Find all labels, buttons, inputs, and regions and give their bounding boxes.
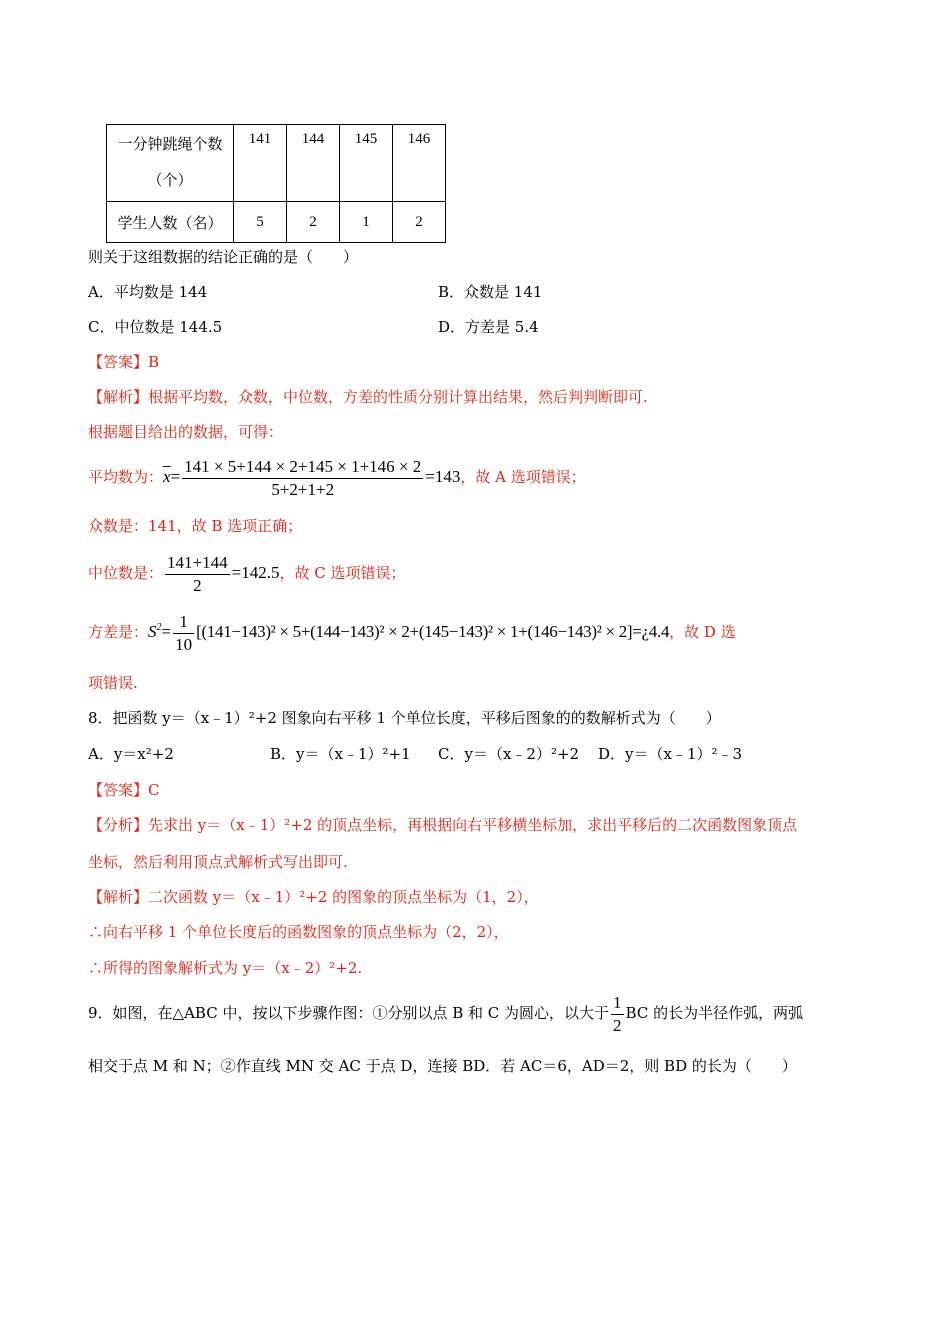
q8-option-d: D．y＝（x﹣1）²﹣3 — [598, 745, 743, 763]
variance-fraction — [173, 611, 194, 656]
q8-solution-line3: ∴所得的图象解析式为 y＝（x﹣2）²+2. — [88, 959, 363, 977]
q8-solution-line1: 【解析】二次函数 y＝（x﹣1）²+2 的图象的顶点坐标为（1，2）， — [88, 888, 539, 906]
median-numerator: 141+144 — [167, 552, 228, 572]
median-conclusion: ，故 C 选项错误； — [279, 564, 406, 582]
mean-result: =143 — [425, 467, 461, 486]
table-cell: 1 — [340, 202, 393, 243]
variance-symbol: $S^2$ — [148, 622, 162, 641]
median-line — [88, 550, 405, 597]
half-fraction — [611, 992, 624, 1037]
q9-line2: 相交于点 M 和 N；②作直线 MN 交 AC 于点 D，连接 BD．若 AC＝6，AD＝2，则 BD 的长为（ ） — [88, 1057, 797, 1075]
q9-line1 — [88, 990, 803, 1037]
median-denominator: 2 — [165, 574, 230, 597]
q7-option-a: A．平均数是 144 — [88, 283, 208, 301]
table-row-label: 学生人数（名） — [107, 202, 234, 243]
variance-conclusion: ，故 D 选 — [669, 623, 736, 641]
q7-option-c: C．中位数是 144.5 — [88, 318, 223, 336]
q7-given: 根据题目给出的数据，可得： — [88, 423, 284, 441]
q8-answer: 【答案】C — [88, 781, 160, 799]
mean-conclusion: ，故 A 选项错误； — [460, 468, 586, 486]
mean-numerator: 141 × 5+144 × 2+145 × 1+146 × 2 — [184, 456, 422, 476]
table-row — [107, 125, 446, 202]
q7-answer: 【答案】B — [88, 353, 160, 371]
q7-analysis: 【解析】根据平均数，众数，中位数，方差的性质分别计算出结果，然后判判断即可. — [88, 388, 648, 406]
table-cell: 5 — [234, 202, 287, 243]
q8-solution-line2: ∴向右平移 1 个单位长度后的函数图象的顶点坐标为（2，2）， — [88, 923, 509, 941]
jump-rope-table — [106, 124, 446, 243]
table-cell: 145 — [340, 125, 393, 202]
half-den: 2 — [613, 1015, 622, 1035]
mean-denominator: 5+2+1+2 — [182, 478, 423, 501]
table-header-cell — [107, 125, 234, 202]
median-fraction — [165, 552, 230, 597]
table-cell: 141 — [234, 125, 287, 202]
variance-expression: [(141−143)² × 5+(144−143)² × 2+(145−143)² × 1+(146−143)² × 2]=¿4.4 — [196, 622, 670, 641]
q7-option-d: D．方差是 5.4 — [438, 318, 539, 336]
table-cell: 2 — [287, 202, 340, 243]
mean-label: 平均数为： — [88, 468, 164, 486]
mean-fraction — [182, 456, 423, 501]
median-label: 中位数是： — [88, 564, 164, 582]
table-header-unit: （个） — [147, 171, 193, 189]
table-header-label: 一分钟跳绳个数 — [117, 135, 223, 153]
variance-line: 方差是：$S^2=$ $\frac{1}{10}$ [(141−143)² × 5+(144−143)² × 2+(145−143)² × 1+(146−143)² × 2]=¿4.4，故 D 选 — [88, 611, 736, 654]
q7-option-b: B．众数是 141 — [438, 283, 543, 301]
q8-analysis-line1: 【分析】先求出 y＝（x﹣1）²+2 的顶点坐标，再根据向右平移横坐标加，求出平移后的二次函数图象顶点 — [88, 816, 798, 834]
table-cell: 2 — [393, 202, 446, 243]
q8-stem: 8．把函数 y＝（x﹣1）²+2 图象向右平移 1 个单位长度，平移后图象的的数解析式为（ ） — [88, 709, 721, 727]
median-result: =142.5 — [231, 563, 280, 582]
q9-text-part2: BC 的长为半径作弧，两弧 — [625, 1004, 804, 1022]
variance-frac-den: 10 — [175, 634, 193, 654]
q9-text-part1: 9．如图，在△ABC 中，按以下步骤作图：①分别以点 B 和 C 为圆心，以大于 — [88, 1004, 610, 1022]
mean-line: 平均数为：$\overline{x}=$ $\frac{141 \times 5+144 \times 2+145 \times 1+146 \times 2}{5+2+1+2}$ =143，故 A 选项错误； — [88, 456, 586, 499]
q8-option-c: C．y＝（x﹣2）²+2 — [438, 745, 580, 763]
q7-stem: 则关于这组数据的结论正确的是（ ） — [88, 248, 359, 266]
q8-analysis-line2: 坐标，然后利用顶点式解析式写出即可. — [88, 853, 348, 871]
q8-option-b: B．y＝（x﹣1）²+1 — [270, 745, 411, 763]
x-bar-symbol: $\overline{x}$ — [163, 467, 171, 486]
mode-line: 众数是：141，故 B 选项正确； — [88, 517, 303, 535]
variance-label: 方差是： — [88, 623, 149, 641]
half-num: 1 — [613, 992, 622, 1012]
table-cell: 144 — [287, 125, 340, 202]
variance-tail: 项错误. — [88, 674, 138, 692]
table-row — [107, 202, 446, 243]
table-cell: 146 — [393, 125, 446, 202]
variance-frac-num: 1 — [179, 611, 188, 631]
q8-option-a: A．y＝x²+2 — [88, 745, 174, 763]
